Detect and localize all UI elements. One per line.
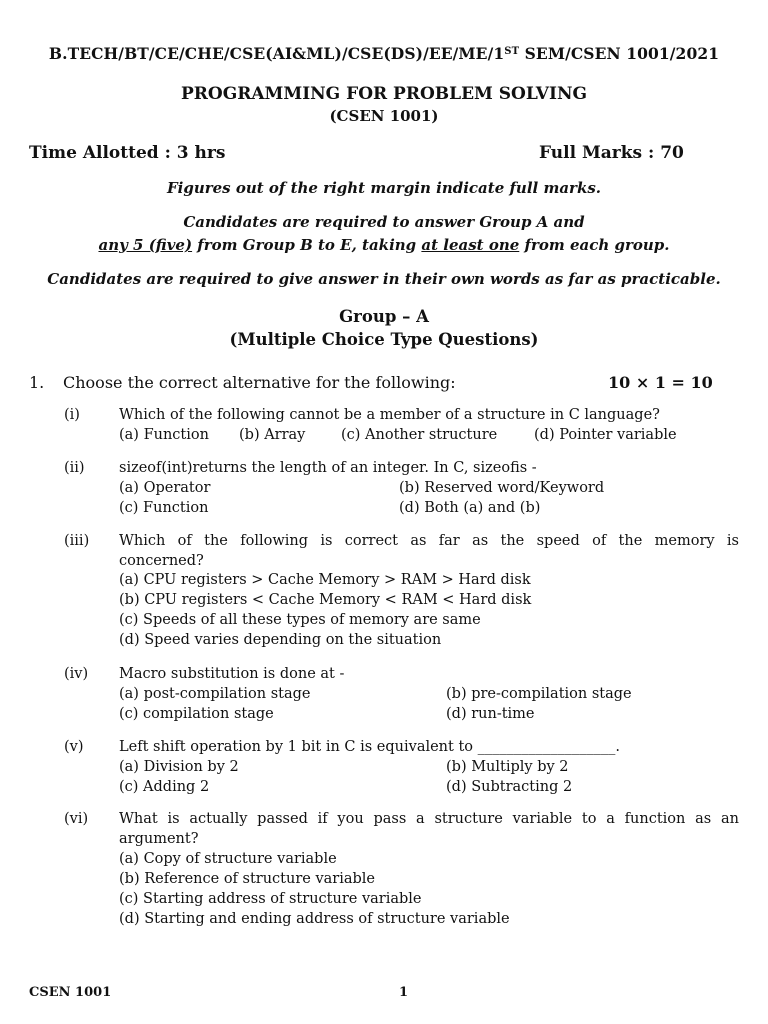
instruction-line-3 [0,236,768,254]
full-marks: Full Marks : 70 [539,143,684,163]
instruction-at-least-one: at least one [421,236,520,254]
option: (a) Operator [119,480,211,496]
option: (c) Another structure [341,427,498,443]
subquestion-text-continued: argument? [119,831,199,847]
instruction-any-five: any 5 (five) [98,236,193,254]
option: (b) Multiply by 2 [446,759,569,775]
subquestion-text: sizeof(int)returns the length of an integer. In C, sizeofis - [119,460,537,476]
question-number: 1. [29,373,45,392]
subquestion-number: (v) [64,739,84,755]
course-line-pre: B.TECH/BT/CE/CHE/CSE(AI&ML)/CSE(DS)/EE/ME/1 [48,44,505,63]
footer-code: CSEN 1001 [29,985,112,1000]
option: (d) run-time [446,706,535,722]
page-number: 1 [399,985,409,1000]
option: (b) Reference of structure variable [119,871,376,887]
option: (a) post-compilation stage [119,686,311,702]
option: (d) Subtracting 2 [446,779,573,795]
question-text: Choose the correct alternative for the following: [63,373,456,392]
subquestion-text: Left shift operation by 1 bit in C is equivalent to ___________________. [119,739,620,755]
option: (d) Both (a) and (b) [399,500,541,516]
group-title: Group – A [339,307,429,326]
option: (a) Function [119,427,209,443]
subquestion-text: Which of the following cannot be a member of a structure in C language? [119,407,660,423]
paper-code: (CSEN 1001) [329,107,439,125]
subquestion-number: (iv) [64,666,89,682]
paper-title: PROGRAMMING FOR PROBLEM SOLVING [181,84,587,104]
option: (d) Speed varies depending on the situation [119,632,442,648]
option: (b) pre-compilation stage [446,686,632,702]
option: (d) Starting and ending address of structure variable [119,911,510,927]
option: (c) Speeds of all these types of memory are same [119,612,481,628]
course-line-post: SEM/CSEN 1001/2021 [519,44,720,63]
subquestion-number: (iii) [64,533,90,549]
subquestion-number: (vi) [64,811,89,827]
course-header [0,44,768,63]
subquestion-number: (ii) [64,460,85,476]
instruction-mid: from Group B to E, taking [192,236,422,254]
course-line-sup: ST [504,46,520,57]
subquestion-number: (i) [64,407,80,423]
instruction-end: from each group. [519,236,670,254]
time-allotted: Time Allotted : 3 hrs [29,143,226,163]
subquestion-text-continued: concerned? [119,553,204,569]
option: (b) Reserved word/Keyword [399,480,605,496]
option: (c) compilation stage [119,706,274,722]
option: (b) Array [239,427,306,443]
instruction-line-1: Figures out of the right margin indicate full marks. [166,179,602,197]
group-subtitle: (Multiple Choice Type Questions) [229,330,539,349]
option: (c) Adding 2 [119,779,210,795]
subquestion-text: What is actually passed if you pass a structure variable to a function as an [119,811,739,827]
instruction-line-2: Candidates are required to answer Group A and [183,213,585,231]
subquestion-text: Macro substitution is done at - [119,666,345,682]
instruction-line-4: Candidates are required to give answer in their own words as far as practicable. [47,270,721,288]
option: (c) Function [119,500,209,516]
question-marks: 10 × 1 = 10 [608,373,713,392]
subquestion-text: Which of the following is correct as far as the speed of the memory is [119,533,739,549]
option: (b) CPU registers < Cache Memory < RAM < Hard disk [119,592,532,608]
option: (a) Division by 2 [119,759,239,775]
option: (a) Copy of structure variable [119,851,337,867]
option: (c) Starting address of structure variable [119,891,422,907]
option: (d) Pointer variable [534,427,677,443]
option: (a) CPU registers > Cache Memory > RAM > Hard disk [119,572,531,588]
